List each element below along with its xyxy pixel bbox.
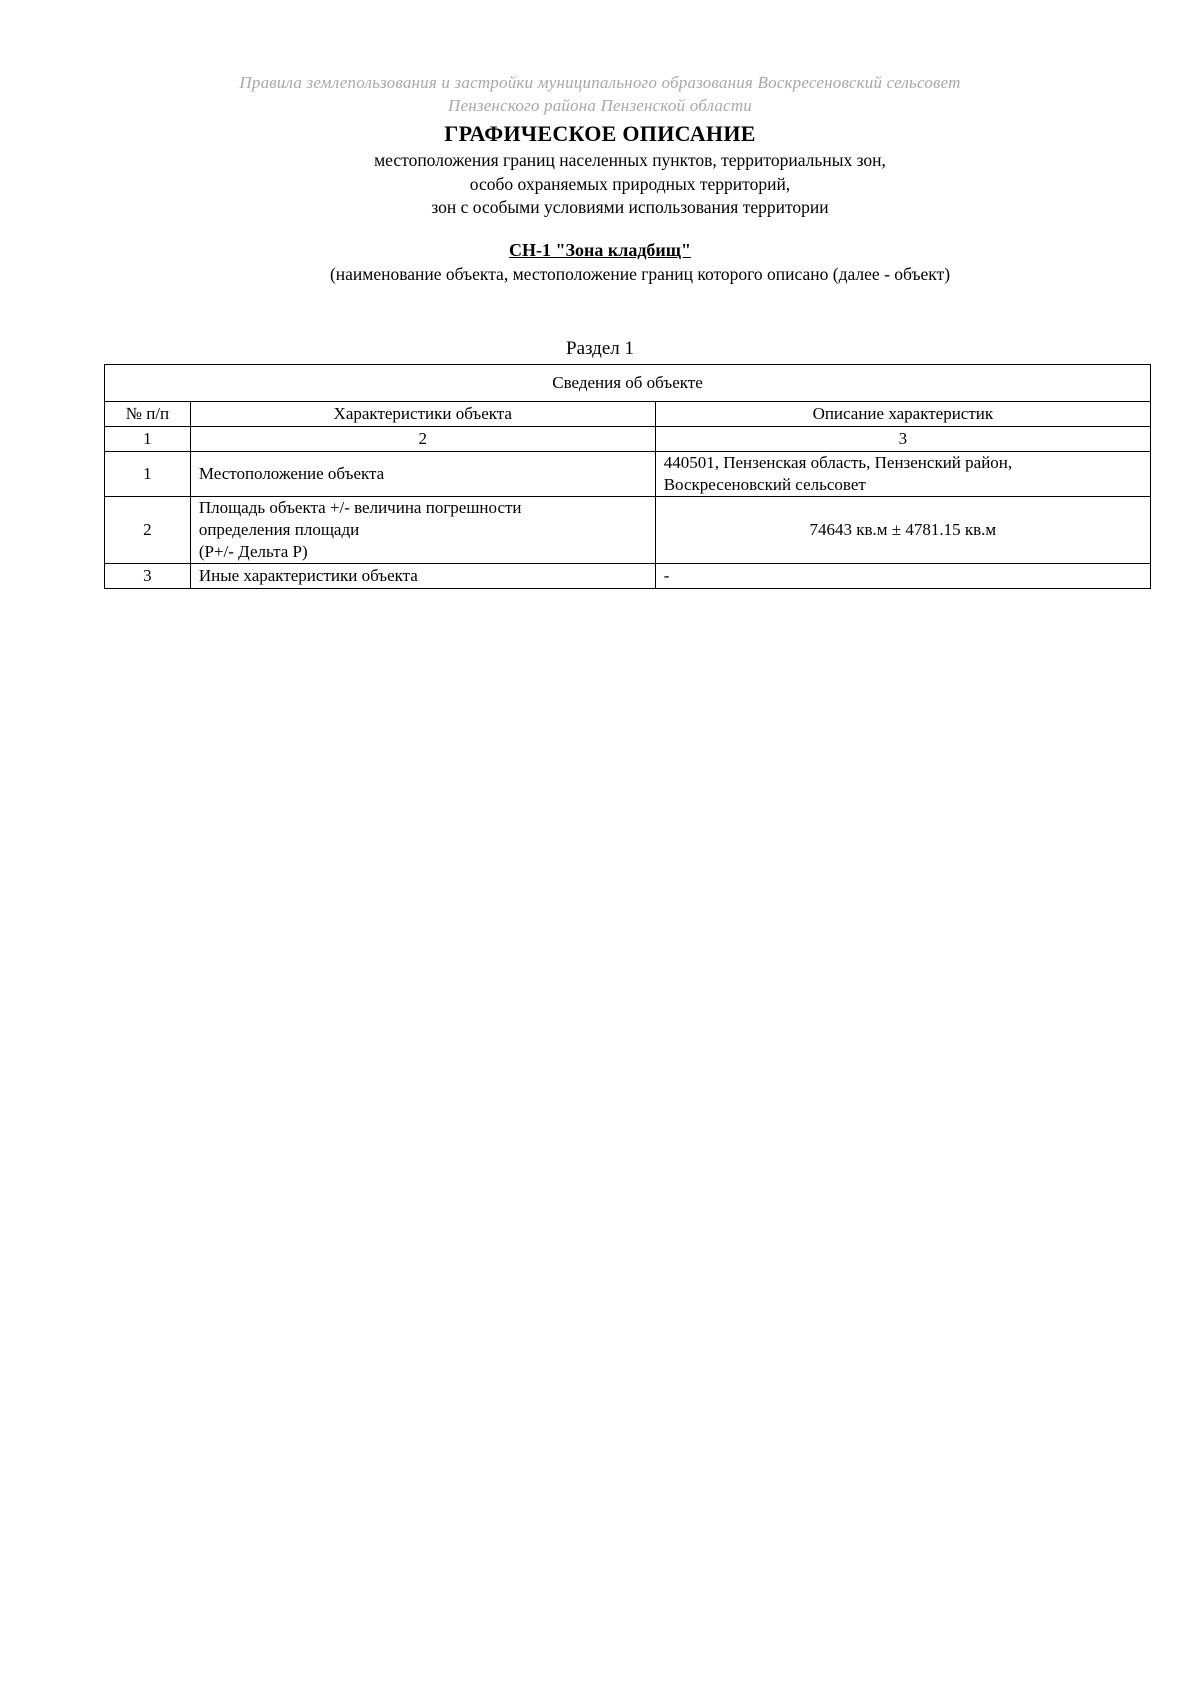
- row-characteristic-line: (P+/- Дельта P): [198, 542, 308, 561]
- table-row: [105, 564, 1151, 589]
- document-header-line-2: Пензенского района Пензенской области: [448, 96, 752, 115]
- row-description-line: Воскресеновский сельсовет: [663, 475, 866, 494]
- table-caption-row: [105, 365, 1151, 402]
- row-characteristic: Иные характеристики объекта: [190, 564, 655, 589]
- row-number: 2: [105, 497, 191, 564]
- row-characteristic: Местоположение объекта: [190, 452, 655, 497]
- table-row: [105, 497, 1151, 564]
- table-caption: Сведения об объекте: [105, 365, 1151, 402]
- object-name: СН-1 "Зона кладбищ": [509, 240, 691, 260]
- object-info-table: [104, 364, 1151, 589]
- row-characteristic: [190, 497, 655, 564]
- header-num: № п/п: [105, 402, 191, 427]
- column-number-3: 3: [655, 427, 1150, 452]
- row-number: 1: [105, 452, 191, 497]
- section-title: Раздел 1: [566, 338, 634, 359]
- header-characteristic: Характеристики объекта: [190, 402, 655, 427]
- row-description: 74643 кв.м ± 4781.15 кв.м: [655, 497, 1150, 564]
- table-header-row: [105, 402, 1151, 427]
- row-number: 3: [105, 564, 191, 589]
- row-description: -: [655, 564, 1150, 589]
- document-header-line-1: Правила землепользования и застройки муниципального образования Воскресеновский сельсовет: [239, 73, 961, 92]
- subtitle-line-1: местоположения границ населенных пунктов, территориальных зон,: [374, 150, 886, 170]
- column-number-1: 1: [105, 427, 191, 452]
- row-description: [655, 452, 1150, 497]
- header-description: Описание характеристик: [655, 402, 1150, 427]
- document-title: ГРАФИЧЕСКОЕ ОПИСАНИЕ: [444, 121, 756, 146]
- subtitle-line-2: особо охраняемых природных территорий,: [469, 174, 791, 194]
- row-description-line: 440501, Пензенская область, Пензенский район,: [663, 453, 1013, 472]
- row-characteristic-line: определения площади: [198, 520, 360, 539]
- subtitle-line-3: зон с особыми условиями использования территории: [431, 197, 829, 217]
- table-row: [105, 452, 1151, 497]
- object-name-note: (наименование объекта, местоположение границ которого описано (далее - объект): [329, 264, 951, 284]
- column-number-2: 2: [190, 427, 655, 452]
- row-characteristic-line: Площадь объекта +/- величина погрешности: [198, 498, 522, 517]
- table-column-numbers-row: [105, 427, 1151, 452]
